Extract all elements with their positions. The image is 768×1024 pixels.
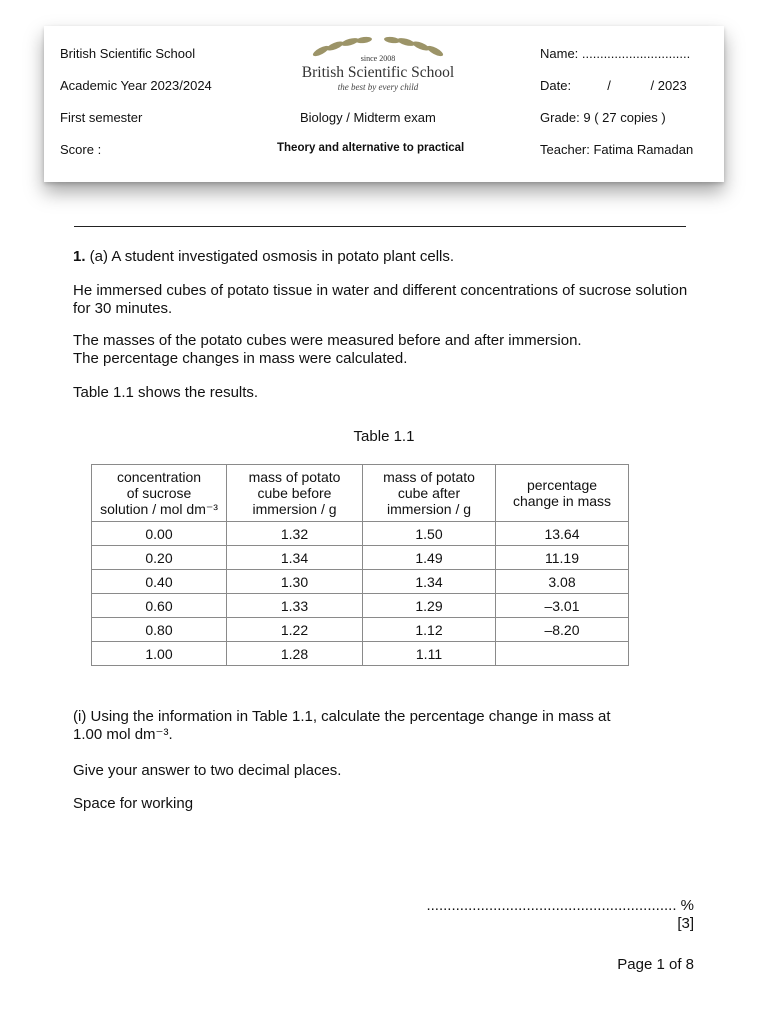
question-number: 1. — [73, 248, 86, 265]
table-row — [92, 522, 629, 546]
score-label: Score : — [60, 142, 102, 157]
answer-line[interactable]: ............................................................ % — [426, 897, 694, 914]
cell-concentration: 1.00 — [92, 642, 227, 666]
table-row — [92, 594, 629, 618]
school-name: British Scientific School — [60, 46, 196, 61]
cell-mass-before: 1.28 — [227, 642, 363, 666]
cell-concentration: 0.20 — [92, 546, 227, 570]
question-intro-text: (a) A student investigated osmosis in potato plant cells. — [85, 248, 455, 265]
question-paragraph-3b: The percentage changes in mass were calculated. — [73, 350, 408, 367]
question-paragraph-2: He immersed cubes of potato tissue in water and different concentrations of sucrose solution for 30 minutes. — [73, 282, 688, 317]
table-row — [92, 546, 629, 570]
cell-percentage-change: 13.64 — [496, 522, 629, 546]
exam-header — [44, 26, 724, 182]
subject: Biology / Midterm exam — [300, 110, 436, 125]
question-paragraph-4: Table 1.1 shows the results. — [73, 384, 259, 401]
cell-percentage-change: 11.19 — [496, 546, 629, 570]
cell-concentration: 0.40 — [92, 570, 227, 594]
cell-mass-after: 1.12 — [363, 618, 496, 642]
header-mass-before: mass of potato cube before immersion / g — [227, 465, 363, 522]
cell-mass-before: 1.32 — [227, 522, 363, 546]
cell-mass-before: 1.22 — [227, 618, 363, 642]
table-row — [92, 618, 629, 642]
answer-area — [426, 897, 694, 933]
table-header-row — [92, 465, 629, 522]
working-space-label: Space for working — [73, 795, 194, 812]
cell-mass-before: 1.34 — [227, 546, 363, 570]
table-caption: Table 1.1 — [353, 428, 415, 445]
cell-mass-before: 1.30 — [227, 570, 363, 594]
cell-mass-before: 1.33 — [227, 594, 363, 618]
question-paragraph-3a: The masses of the potato cubes were measured before and after immersion. — [73, 332, 582, 349]
results-table — [91, 464, 629, 666]
header-percentage-change: percentage change in mass — [496, 465, 629, 522]
logo-school-name: British Scientific School — [301, 64, 455, 81]
separator-line — [74, 226, 686, 227]
cell-concentration: 0.80 — [92, 618, 227, 642]
part-i-line-2: 1.00 mol dm⁻³. — [73, 726, 173, 743]
cell-mass-after: 1.50 — [363, 522, 496, 546]
cell-concentration: 0.60 — [92, 594, 227, 618]
header-mass-after: mass of potato cube after immersion / g — [363, 465, 496, 522]
school-logo — [278, 34, 478, 96]
cell-mass-after: 1.29 — [363, 594, 496, 618]
cell-concentration: 0.00 — [92, 522, 227, 546]
academic-year: Academic Year 2023/2024 — [60, 78, 212, 93]
date-field: Date: / / 2023 — [540, 78, 687, 93]
page-number: Page 1 of 8 — [617, 956, 694, 973]
table-row — [92, 642, 629, 666]
cell-mass-after: 1.11 — [363, 642, 496, 666]
name-field: Name: .............................. — [540, 46, 691, 61]
cell-mass-after: 1.49 — [363, 546, 496, 570]
logo-motto: the best by every child — [337, 82, 419, 92]
marks-label: [3] — [677, 915, 694, 932]
grade-field: Grade: 9 ( 27 copies ) — [540, 110, 666, 125]
question-intro — [73, 248, 693, 266]
cell-percentage-change — [496, 642, 629, 666]
cell-percentage-change: –8.20 — [496, 618, 629, 642]
semester: First semester — [60, 110, 143, 125]
paper-title: Theory and alternative to practical — [277, 142, 465, 154]
teacher-field: Teacher: Fatima Ramadan — [540, 142, 694, 157]
header-concentration: concentration of sucrose solution / mol dm⁻³ — [92, 465, 227, 522]
decimal-instruction: Give your answer to two decimal places. — [73, 762, 342, 779]
table-row — [92, 570, 629, 594]
part-i-line-1: (i) Using the information in Table 1.1, calculate the percentage change in mass at — [73, 708, 611, 725]
logo-since: since 2008 — [360, 54, 396, 63]
cell-percentage-change: –3.01 — [496, 594, 629, 618]
cell-mass-after: 1.34 — [363, 570, 496, 594]
cell-percentage-change: 3.08 — [496, 570, 629, 594]
